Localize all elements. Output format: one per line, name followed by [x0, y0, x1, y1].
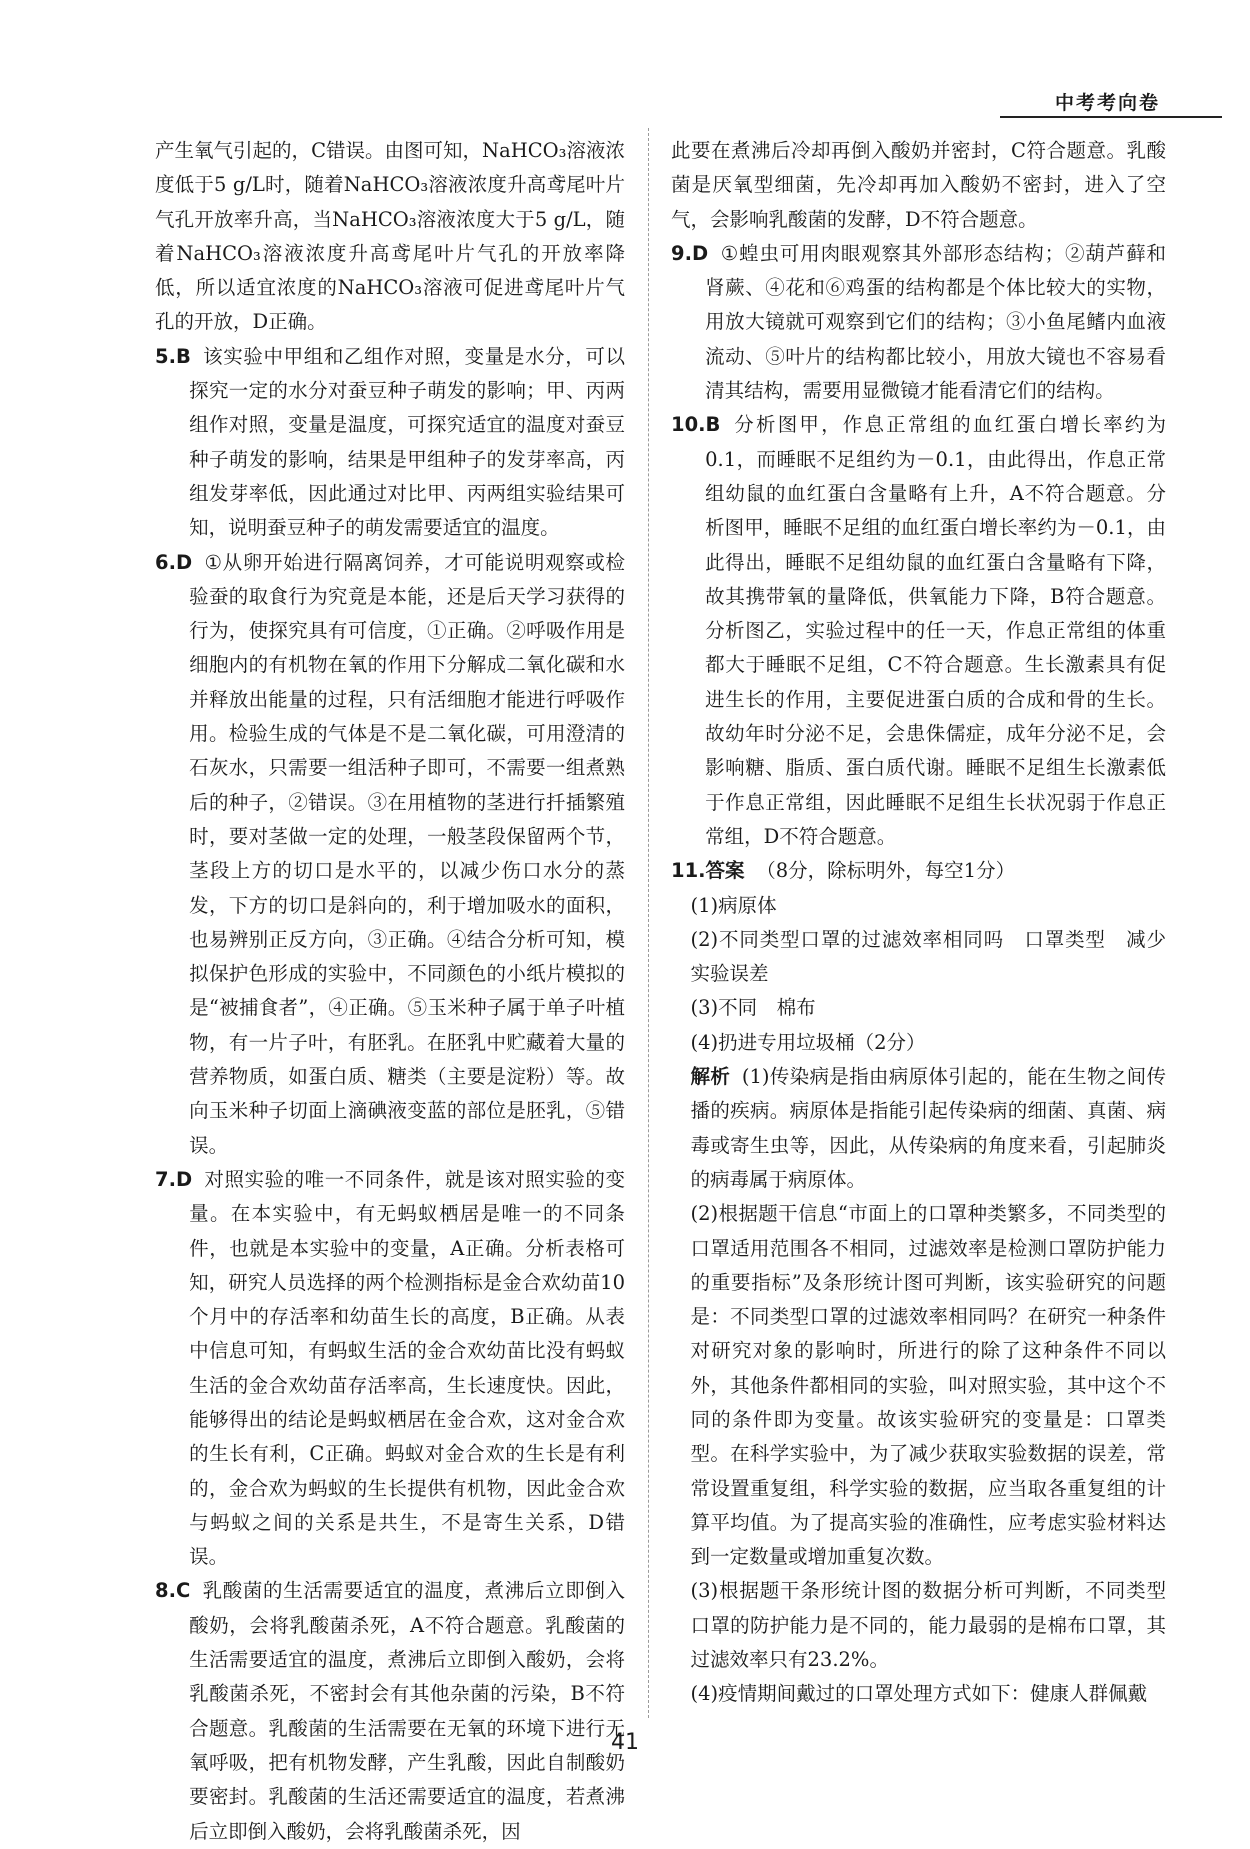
q4-continuation: 产生氧气引起的，C错误。由图可知，NaHCO₃溶液浓度低于5 g/L时，随着NaHCO₃溶液浓度升高鸢尾叶片气孔开放率升高，当NaHCO₃溶液浓度大于5 g/L，随着NaHCO₃溶液浓度升高鸢尾叶片气孔的开放率降低，所以适宜浓度的NaHCO₃溶液可促进鸢尾叶片气孔的开放，D正确。	[155, 139, 625, 334]
q6-text: ①从卵开始进行隔离饲养，才可能说明观察或检验蚕的取食行为究竟是本能，还是后天学习获得的行为，使探究具有可信度，①正确。②呼吸作用是细胞内的有机物在氧的作用下分解成二氧化碳和水并释放出能量的过程，只有活细胞才能进行呼吸作用。检验生成的气体是不是二氧化碳，可用澄清的石灰水，只需要一组活种子即可，不需要一组煮熟后的种子，②错误。③在用植物的茎进行扦插繁殖时，要对茎做一定的处理，一般茎段保留两个节，茎段上方的切口是水平的，以减少伤口水分的蒸发，下方的切口是斜向的，利于增加吸水的面积，也易辨别正反方向，③正确。④结合分析可知，模拟保护色形成的实验中，不同颜色的小纸片模拟的是“被捕食者”，④正确。⑤玉米种子属于单子叶植物，有一片子叶，有胚乳。在胚乳中贮藏着大量的营养物质，如蛋白质、糖类（主要是淀粉）等。故向玉米种子切面上滴碘液变蓝的部位是胚乳，⑤错误。	[189, 550, 625, 1157]
q7-explanation	[155, 1163, 625, 1575]
q11-answer-1: (1)病原体	[690, 893, 777, 917]
q11-number: 11.	[671, 859, 706, 883]
q7-number: 7.	[155, 1167, 176, 1191]
q11-analysis-label: 解析	[690, 1065, 731, 1089]
q11-analysis-1	[671, 1060, 1166, 1197]
q9-number: 9.	[671, 241, 692, 265]
q10-explanation	[671, 408, 1166, 854]
q11-analysis-3: (3)根据题干条形统计图的数据分析可判断，不同类型口罩的防护能力是不同的，能力最弱的是棉布口罩，其过滤效率只有23.2%。	[690, 1579, 1166, 1672]
header-rule	[1000, 116, 1222, 118]
q11-score-note: （8分，除标明外，每空1分）	[756, 859, 1016, 883]
page-number: 41	[611, 1730, 639, 1755]
q11-answer-3: (3)不同 棉布	[690, 996, 816, 1020]
q8-continuation: 此要在煮沸后冷却再倒入酸奶并密封，C符合题意。乳酸菌是厌氧型细菌，先冷却再加入酸奶不密封，进入了空气，会影响乳酸菌的发酵，D不符合题意。	[671, 139, 1166, 231]
q5-number: 5.	[155, 344, 176, 368]
q6-answer: D	[175, 550, 193, 574]
q11-answer-2: (2)不同类型口罩的过滤效率相同吗 口罩类型 减少实验误差	[690, 927, 1166, 986]
q10-answer: B	[705, 413, 721, 437]
q10-number: 10.	[671, 413, 706, 437]
q9-text: ①蝗虫可用肉眼观察其外部形态结构；②葫芦藓和肾蕨、④花和⑥鸡蛋的结构都是个体比较大的实物，用放大镜就可观察到它们的结构；③小鱼尾鳍内血液流动、⑤叶片的结构都比较小，用放大镜也不容易看清其结构，需要用显微镜才能看清它们的结构。	[705, 241, 1166, 403]
q7-answer: D	[175, 1167, 193, 1191]
q11-answer-4: (4)扔进专用垃圾桶（2分）	[690, 1030, 926, 1054]
q11-analysis-2: (2)根据题干信息“市面上的口罩种类繁多，不同类型的口罩适用范围各不相同，过滤效率是检测口罩防护能力的重要指标”及条形统计图可判断，该实验研究的问题是：不同类型口罩的过滤效率相同吗？在研究一种条件对研究对象的影响时，所进行的除了这种条件不同以外，其他条件都相同的实验，叫对照实验，其中这个不同的条件即为变量。故该实验研究的变量是：口罩类型。在科学实验中，为了减少获取实验数据的误差，常常设置重复组，科学实验的数据，应当取各重复组的计算平均值。为了提高实验的准确性，应考虑实验材料达到一定数量或增加重复次数。	[690, 1202, 1166, 1569]
q11-analysis-1-text: (1)传染病是指由病原体引起的，能在生物之间传播的疾病。病原体是指能引起传染病的细菌、真菌、病毒或寄生虫等，因此，从传染病的角度来看，引起肺炎的病毒属于病原体。	[690, 1065, 1166, 1191]
q5-explanation	[155, 340, 625, 546]
q8-number: 8.	[155, 1579, 176, 1603]
header-title: 中考考向卷	[1054, 92, 1160, 114]
column-divider	[648, 128, 650, 1718]
q8-explanation	[155, 1574, 625, 1848]
q11-header	[671, 854, 1166, 888]
left-column	[155, 134, 625, 1849]
right-column	[671, 134, 1166, 1712]
q11-answer-label: 答案	[705, 859, 745, 883]
q6-explanation	[155, 546, 625, 1163]
q8-answer: C	[175, 1579, 191, 1603]
q9-explanation	[671, 237, 1166, 408]
q10-text: 分析图甲，作息正常组的血红蛋白增长率约为0.1，而睡眠不足组约为－0.1，由此得出，作息正常组幼鼠的血红蛋白含量略有上升，A不符合题意。分析图甲，睡眠不足组的血红蛋白增长率约为－0.1，由此得出，睡眠不足组幼鼠的血红蛋白含量略有下降，故其携带氧的量降低，供氧能力下降，B符合题意。分析图乙，实验过程中的任一天，作息正常组的体重都大于睡眠不足组，C不符合题意。生长激素具有促进生长的作用，主要促进蛋白质的合成和骨的生长。故幼年时分泌不足，会患侏儒症，成年分泌不足，会影响糖、脂质、蛋白质代谢。睡眠不足组生长激素低于作息正常组，因此睡眠不足组生长状况弱于作息正常组，D不符合题意。	[705, 413, 1166, 848]
q11-analysis-4: (4)疫情期间戴过的口罩处理方式如下：健康人群佩戴	[690, 1682, 1148, 1706]
q5-text: 该实验中甲组和乙组作对照，变量是水分，可以探究一定的水分对蚕豆种子萌发的影响；甲、丙两组作对照，变量是温度，可探究适宜的温度对蚕豆种子萌发的影响，结果是甲组种子的发芽率高，丙组发芽率低，因此通过对比甲、丙两组实验结果可知，说明蚕豆种子的萌发需要适宜的温度。	[189, 344, 625, 540]
q8-text: 乳酸菌的生活需要适宜的温度，煮沸后立即倒入酸奶，会将乳酸菌杀死，A不符合题意。乳酸菌的生活需要适宜的温度，煮沸后立即倒入酸奶，会将乳酸菌杀死，不密封会有其他杂菌的污染，B不符合题意。乳酸菌的生活需要在无氧的环境下进行无氧呼吸，把有机物发酵，产生乳酸，因此自制酸奶要密封。乳酸菌的生活还需要适宜的温度，若煮沸后立即倒入酸奶，会将乳酸菌杀死，因	[189, 1579, 625, 1843]
q7-text: 对照实验的唯一不同条件，就是该对照实验的变量。在本实验中，有无蚂蚁栖居是唯一的不同条件，也就是本实验中的变量，A正确。分析表格可知，研究人员选择的两个检测指标是金合欢幼苗10个月中的存活率和幼苗生长的高度，B正确。从表中信息可知，有蚂蚁生活的金合欢幼苗比没有蚂蚁生活的金合欢幼苗存活率高，生长速度快。因此，能够得出的结论是蚂蚁栖居在金合欢，这对金合欢的生长有利，C正确。蚂蚁对金合欢的生长是有利的，金合欢为蚂蚁的生长提供有机物，因此金合欢与蚂蚁之间的关系是共生，不是寄生关系，D错误。	[189, 1167, 625, 1569]
q6-number: 6.	[155, 550, 176, 574]
q5-answer: B	[175, 344, 191, 368]
q9-answer: D	[691, 241, 709, 265]
